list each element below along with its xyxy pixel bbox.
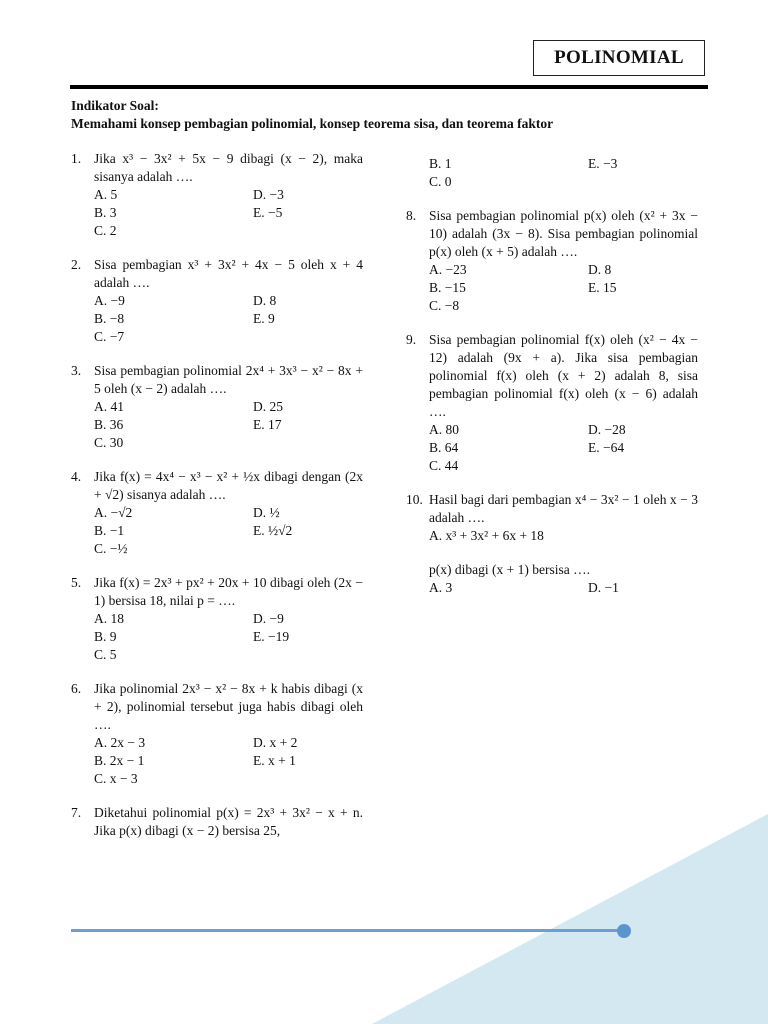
answer-option: E. 15 [588, 280, 617, 295]
answer-option: A. 18 [94, 611, 124, 626]
question-text: Sisa pembagian polinomial f(x) oleh (x² − 4x − 12) adalah (9x + a). Jika sisa pembagian polinomial f(x) oleh (x + 2) adalah 8, sisa pembagian polinomial f(x) oleh (x − 6) adalah …. [429, 332, 698, 419]
option-row [94, 734, 363, 752]
answer-options [71, 398, 363, 452]
option-row [94, 292, 363, 310]
answer-option: A. −√2 [94, 505, 133, 520]
answer-option: A. −9 [94, 293, 125, 308]
question-item [71, 574, 363, 664]
question-text: Diketahui polinomial p(x) = 2x³ + 3x² − x + n. Jika p(x) dibagi (x − 2) bersisa 25, [94, 805, 363, 838]
option-row [94, 222, 363, 240]
indicator-text: Memahami konsep pembagian polinomial, konsep teorema sisa, dan teorema faktor [71, 116, 554, 131]
answer-option: E. −19 [253, 629, 290, 644]
question-item [71, 468, 363, 558]
answer-option: A. 3 [429, 580, 453, 595]
left-column [71, 150, 363, 856]
answer-option: B. 9 [94, 629, 117, 644]
option-row [429, 173, 698, 191]
option-row [94, 628, 363, 646]
answer-option: E. 9 [253, 311, 275, 326]
answer-option: C. 0 [429, 174, 452, 189]
question-number: 2. [71, 257, 82, 272]
question-head [406, 491, 698, 527]
answer-option: D. −28 [588, 422, 626, 437]
answer-option: D. 25 [253, 399, 283, 414]
question-number: 4. [71, 469, 82, 484]
question-item [406, 491, 698, 545]
question-text: Jika polinomial 2x³ − x² − 8x + k habis dibagi (x + 2), polinomial tersebut juga habis dibagi oleh …. [94, 681, 363, 732]
question-number: 6. [71, 681, 82, 696]
question-head [71, 680, 363, 734]
question-item [406, 155, 698, 191]
answer-options [71, 610, 363, 664]
answer-option: A. 2x − 3 [94, 735, 146, 750]
answer-option: E. x + 1 [253, 753, 296, 768]
title-divider [70, 85, 708, 89]
option-row [94, 328, 363, 346]
answer-option: E. 17 [253, 417, 282, 432]
indicator-block [71, 97, 691, 133]
option-row [429, 297, 698, 315]
option-row [94, 540, 363, 558]
answer-options [406, 261, 698, 315]
answer-option: B. 2x − 1 [94, 753, 145, 768]
question-number: 5. [71, 575, 82, 590]
question-head [406, 561, 698, 579]
answer-option: B. −1 [94, 523, 125, 538]
answer-option: D. 8 [588, 262, 612, 277]
answer-options [406, 527, 698, 545]
question-number: 7. [71, 805, 82, 820]
question-head [406, 331, 698, 421]
answer-options [406, 579, 698, 597]
answer-option: C. 30 [94, 435, 124, 450]
option-row [94, 416, 363, 434]
option-row [94, 434, 363, 452]
question-number: 3. [71, 363, 82, 378]
question-text: Jika f(x) = 4x⁴ − x³ − x² + ½x dibagi dengan (2x + √2) sisanya adalah …. [94, 469, 363, 502]
answer-option: C. −8 [429, 298, 460, 313]
page-title: POLINOMIAL [533, 40, 705, 76]
answer-option: E. ½√2 [253, 523, 293, 538]
answer-option: B. 36 [94, 417, 124, 432]
question-text: Hasil bagi dari pembagian x⁴ − 3x² − 1 oleh x − 3 adalah …. [429, 492, 698, 525]
option-row [94, 610, 363, 628]
answer-option: C. −½ [94, 541, 128, 556]
question-head [71, 362, 363, 398]
answer-option: A. x³ + 3x² + 6x + 18 [429, 528, 544, 543]
answer-option: B. −15 [429, 280, 466, 295]
answer-options [71, 504, 363, 558]
footer-line [71, 929, 624, 932]
question-number: 10. [406, 492, 423, 507]
answer-option: E. −64 [588, 440, 625, 455]
answer-option: B. 3 [94, 205, 117, 220]
question-head [406, 207, 698, 261]
answer-option: D. −1 [588, 580, 619, 595]
question-item [71, 804, 363, 840]
question-item [406, 207, 698, 315]
answer-options [71, 292, 363, 346]
question-head [71, 256, 363, 292]
answer-option: C. 44 [429, 458, 459, 473]
question-text: p(x) dibagi (x + 1) bersisa …. [429, 562, 590, 577]
answer-option: D. 8 [253, 293, 277, 308]
answer-option: D. ½ [253, 505, 280, 520]
question-text: Jika x³ − 3x² + 5x − 9 dibagi (x − 2), maka sisanya adalah …. [94, 151, 363, 184]
option-row [94, 310, 363, 328]
question-number: 1. [71, 151, 82, 166]
option-row [94, 770, 363, 788]
answer-option: E. −5 [253, 205, 283, 220]
question-head [71, 468, 363, 504]
question-item [71, 256, 363, 346]
question-item [406, 331, 698, 475]
question-head [71, 804, 363, 840]
answer-option: C. 2 [94, 223, 117, 238]
option-row [94, 646, 363, 664]
answer-option: B. 64 [429, 440, 459, 455]
option-row [94, 204, 363, 222]
option-row [94, 752, 363, 770]
question-number: 8. [406, 208, 417, 223]
option-row [94, 186, 363, 204]
answer-option: C. x − 3 [94, 771, 138, 786]
answer-option: B. −8 [94, 311, 125, 326]
answer-option: B. 1 [429, 156, 452, 171]
answer-option: D. x + 2 [253, 735, 298, 750]
right-column [406, 155, 698, 613]
question-item [71, 150, 363, 240]
indicator-label: Indikator Soal: [71, 98, 159, 113]
question-number [406, 561, 429, 579]
question-text: Sisa pembagian polinomial p(x) oleh (x² + 3x − 10) adalah (3x − 8). Sisa pembagian polinomial p(x) oleh (x + 5) adalah …. [429, 208, 698, 259]
question-text: Sisa pembagian x³ + 3x² + 4x − 5 oleh x + 4 adalah …. [94, 257, 363, 290]
answer-options [71, 186, 363, 240]
option-row [94, 398, 363, 416]
option-row [429, 439, 698, 457]
option-row [429, 421, 698, 439]
option-row [429, 261, 698, 279]
answer-option: D. −3 [253, 187, 284, 202]
question-text: Sisa pembagian polinomial 2x⁴ + 3x³ − x² − 8x + 5 oleh (x − 2) adalah …. [94, 363, 363, 396]
question-item [71, 362, 363, 452]
option-row [429, 279, 698, 297]
answer-option: A. 5 [94, 187, 118, 202]
question-head [71, 574, 363, 610]
answer-option: E. −3 [588, 156, 618, 171]
option-row [94, 504, 363, 522]
option-row [429, 579, 698, 597]
option-row [429, 155, 698, 173]
question-item [406, 561, 698, 597]
question-item [71, 680, 363, 788]
question-number: 9. [406, 332, 417, 347]
answer-options [71, 734, 363, 788]
question-text: Jika f(x) = 2x³ + px² + 20x + 10 dibagi oleh (2x − 1) bersisa 18, nilai p = …. [94, 575, 363, 608]
option-row [94, 522, 363, 540]
option-row [429, 527, 698, 545]
answer-option: C. −7 [94, 329, 125, 344]
answer-option: A. 41 [94, 399, 124, 414]
option-row [429, 457, 698, 475]
answer-options [406, 421, 698, 475]
question-head [71, 150, 363, 186]
answer-options [406, 155, 698, 191]
footer-dot [617, 924, 631, 938]
answer-option: C. 5 [94, 647, 117, 662]
answer-option: A. 80 [429, 422, 459, 437]
answer-option: D. −9 [253, 611, 284, 626]
answer-option: A. −23 [429, 262, 467, 277]
